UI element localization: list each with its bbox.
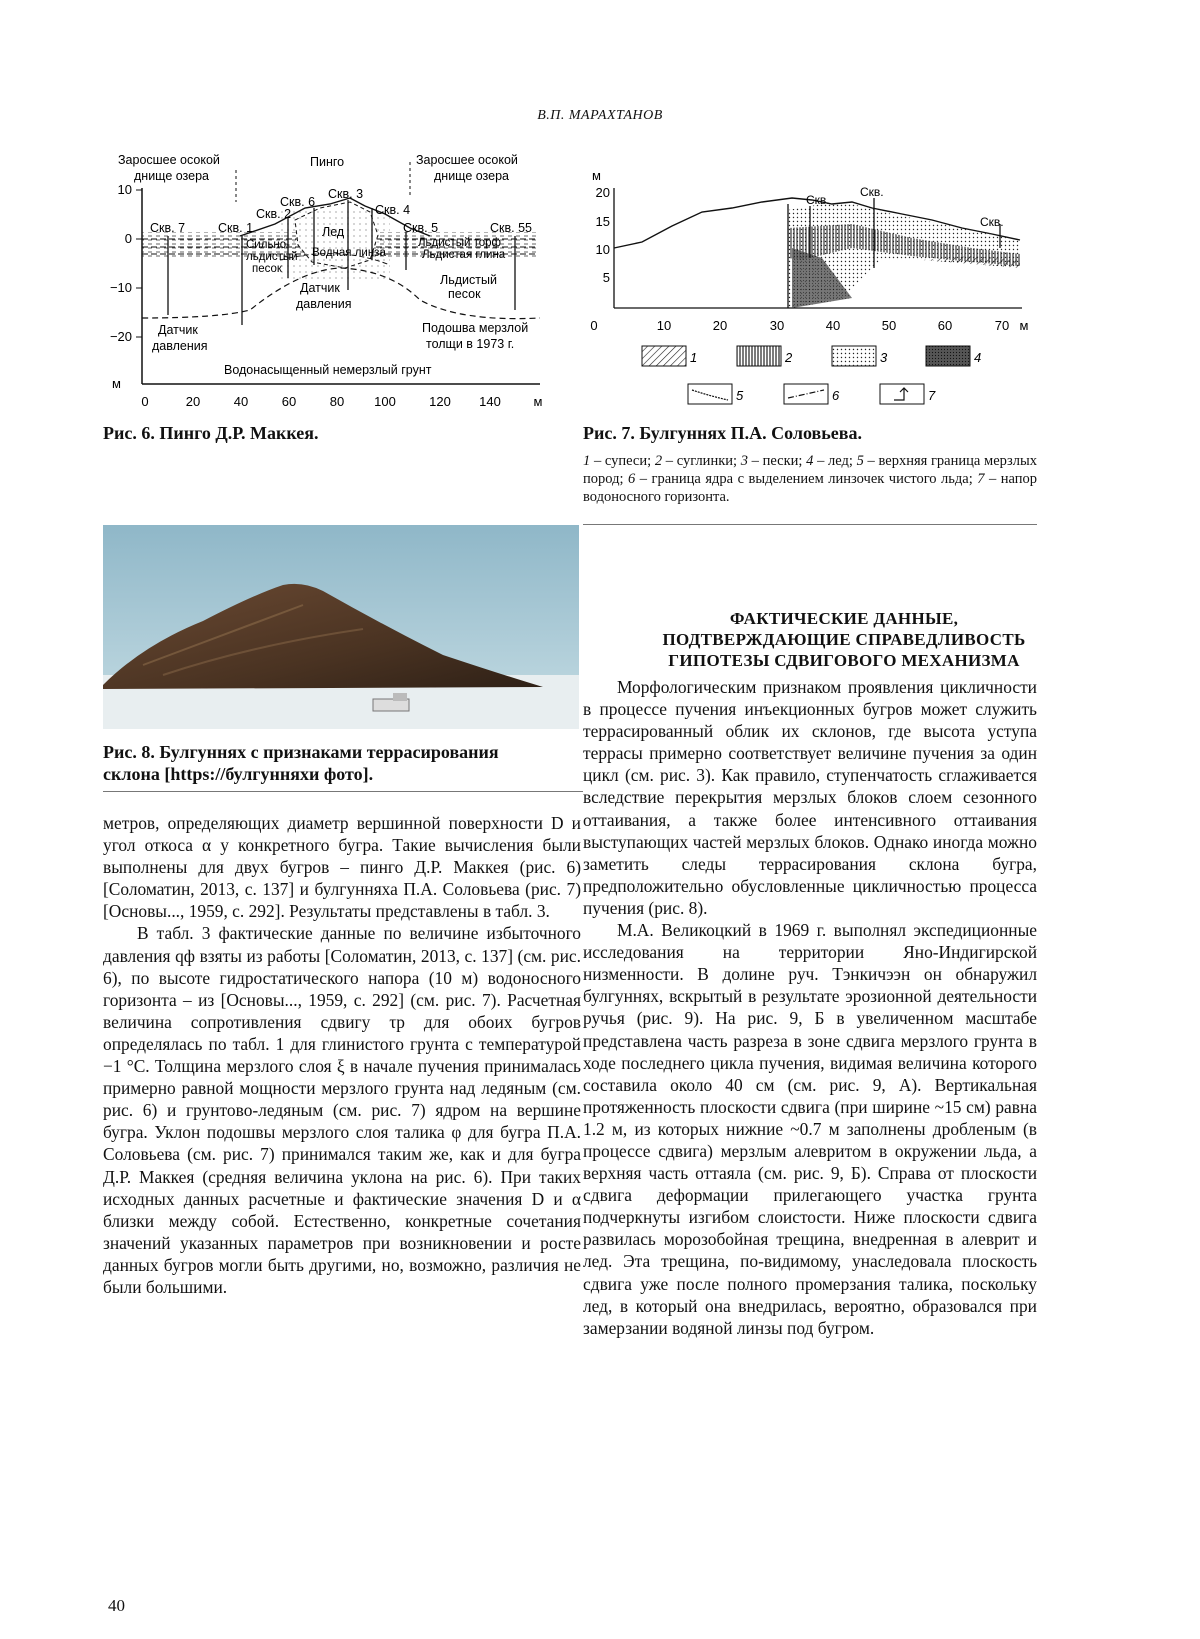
svg-text:Подошва мерзлой: Подошва мерзлой <box>422 321 529 335</box>
page-number: 40 <box>108 1596 125 1615</box>
svg-text:40: 40 <box>825 318 841 333</box>
svg-text:7: 7 <box>928 388 936 403</box>
fig6-xtick: 20 <box>185 394 201 409</box>
svg-text:10: 10 <box>595 242 610 257</box>
svg-text:Скв. 2: Скв. 2 <box>256 207 292 221</box>
svg-text:днище озера: днище озера <box>134 169 210 183</box>
fig6-xunit: м <box>533 394 543 409</box>
svg-text:Скв. 6: Скв. 6 <box>280 195 316 209</box>
svg-text:Сильно-: Сильно- <box>246 239 291 251</box>
svg-text:Датчик: Датчик <box>158 323 198 337</box>
svg-text:20: 20 <box>712 318 728 333</box>
svg-text:Скв. 5: Скв. 5 <box>403 221 439 235</box>
svg-text:Скв. 1: Скв. 1 <box>218 221 254 235</box>
svg-text:1: 1 <box>690 350 698 365</box>
svg-text:Заросшее осокой: Заросшее осокой <box>416 153 518 167</box>
svg-text:5: 5 <box>736 388 744 403</box>
svg-text:70: 70 <box>994 318 1010 333</box>
fig6-xtick: 40 <box>233 394 249 409</box>
svg-text:0: 0 <box>590 318 598 333</box>
svg-text:Заросшее осокой: Заросшее осокой <box>118 153 220 167</box>
svg-text:Льдистая глина: Льдистая глина <box>422 249 506 261</box>
svg-text:60: 60 <box>937 318 953 333</box>
fig8-caption: Рис. 8. Булгуннях с признаками террасирования склона [https://булгунняхи фото]. <box>103 742 499 784</box>
fig7-legend-text: 1 – супеси; 2 – суглинки; 3 – пески; 4 – лед; 5 – верхняя граница мерзлых пород; 6 – граница ядра с выделением линзочек чистого льда; 7 – напор водоносного горизонта. <box>583 453 1038 505</box>
svg-text:Скв. 4: Скв. 4 <box>375 203 411 217</box>
svg-text:Скв.: Скв. <box>860 185 884 199</box>
svg-text:10: 10 <box>656 318 672 333</box>
right-paragraph-1: Морфологическим признаком проявления цикличности в процессе пучения инъекционных бугров может служить террасированный облик их склонов, где высота уступа террасы примерно соответствует величине пучения за один цикл (см. рис. 3). Как правило, ступенчатость сглаживается вследствие перекрытия мерзлых блоков слоем сезонного оттаивания, а также более интенсивного оттаивания выступающих частей мерзлых блоков. Однако иногда можно заметить следы террасирования склона бугра, предположительно обусловленные цикличностью процесса пучения (рис. 8). <box>583 677 1037 918</box>
svg-text:30: 30 <box>769 318 785 333</box>
left-paragraph-2: В табл. 3 фактические данные по величине избыточного давления qф взяты из работы [Соломатин, 2013, с. 137] (см. рис. 6), по высоте гидростатического напора (10 м) водоносного горизонта – из [Основы..., 1959, с. 292] (см. рис. 7). Расчетная величина сопротивления сдвигу τр для обоих бугров определялась по табл. 1 для глинистого грунта с температурой −1 °С. Толщина мерзлого слоя ξ в начале пучения принималась примерно равной мощности мерзлого грунта над ледяным (см. рис. 6) и грунтово-ледяным (см. рис. 7) ядром на вершине бугра. Уклон подошвы мерзлого слоя талика φ для бугра П.А. Соловьева (см. рис. 7) принимался таким же, как и для бугра Д.Р. Маккея (средняя величина уклона на рис. 6). При таких исходных данных расчетные и фактические значения D и α близки между собой. Естественно, конкретные сочетания значений указанных параметров при возникновении и росте данных бугров могли быть другими, но, возможно, различия не были большими. <box>103 923 581 1297</box>
svg-text:Скв. 7: Скв. 7 <box>150 221 186 235</box>
svg-text:Водная линза: Водная линза <box>312 247 386 259</box>
svg-text:Скв. 3: Скв. 3 <box>328 187 364 201</box>
svg-text:Датчик: Датчик <box>300 281 340 295</box>
svg-text:6: 6 <box>832 388 840 403</box>
svg-text:м: м <box>592 168 601 183</box>
fig6-xtick: 120 <box>429 394 451 409</box>
svg-text:песок: песок <box>448 287 481 301</box>
fig8-rule <box>103 791 583 792</box>
fig6-caption: Рис. 6. Пинго Д.Р. Маккея. <box>103 423 319 443</box>
fig6-xtick: 100 <box>374 394 396 409</box>
svg-text:Лед: Лед <box>322 225 345 239</box>
svg-text:Скв.: Скв. <box>980 215 1004 229</box>
fig6-diagram <box>100 150 580 440</box>
fig7-caption: Рис. 7. Булгуннях П.А. Соловьева. <box>583 423 862 443</box>
svg-text:5: 5 <box>602 270 610 285</box>
svg-text:м: м <box>1019 318 1029 333</box>
fig6-xtick: 140 <box>479 394 501 409</box>
svg-text:Скв. 55: Скв. 55 <box>490 221 532 235</box>
fig6-yunit: м <box>112 376 121 391</box>
right-paragraph-2: М.А. Великоцкий в 1969 г. выполнял экспедиционные исследования на территории Яно-Индигирской низменности. В долине руч. Тэнкичээн он обнаружил булгуннях, вскрытый в результате эрозионной деятельности ручья (рис. 9). На рис. 9, Б в увеличенном масштабе представлена часть разреза в зоне сдвига мерзлого грунта в ходе последнего цикла пучения, видимая величина которого составила около 40 см (см. рис. 9, А). Вертикальная протяженность плоскости сдвига (при ширине ~15 см) равна 1.2 м, из которых нижние ~0.7 м заполнены дробленым (в процессе сдвига) мерзлым алевритом в окружении льда, а верхняя часть оттаяла (см. рис. 9, Б). Справа от плоскости сдвига деформации прилегающего участка грунта подчеркнуты изгибом слоистости. Ниже плоскости сдвига развилась морозобойная трещина, внедренная в алеврит и лед. Эта трещина, по-видимому, унаследовала плоскость сдвига уже после полного промерзания талика, поскольку лед, в который она внедрилась, вероятно, образовался при замерзании водяной линзы под бугром. <box>583 920 1037 1338</box>
svg-text:4: 4 <box>974 350 982 365</box>
right-column <box>583 676 1037 1339</box>
svg-text:давления: давления <box>152 339 208 353</box>
left-column <box>103 812 581 1298</box>
fig6-xtick: 0 <box>141 394 149 409</box>
fig6-xtick: 80 <box>329 394 345 409</box>
svg-text:Льдистый торф: Льдистый торф <box>418 237 501 249</box>
fig6-ytick: −20 <box>109 329 132 344</box>
svg-text:песок: песок <box>252 263 282 275</box>
fig6-ytick: −10 <box>109 280 132 295</box>
fig6-xtick: 60 <box>281 394 297 409</box>
svg-text:днище озера: днище озера <box>434 169 510 183</box>
svg-text:толщи в 1973 г.: толщи в 1973 г. <box>426 337 515 351</box>
svg-text:15: 15 <box>595 214 610 229</box>
running-header: В.П. МАРАХТАНОВ <box>537 108 663 123</box>
svg-text:2: 2 <box>785 350 793 365</box>
svg-text:Водонасыщенный немерзлый грунт: Водонасыщенный немерзлый грунт <box>224 363 432 377</box>
fig7-rule <box>583 524 1037 525</box>
section-title: ФАКТИЧЕСКИЕ ДАННЫЕ, ПОДТВЕРЖДАЮЩИЕ СПРАВЕДЛИВОСТЬ ГИПОТЕЗЫ СДВИГОВОГО МЕХАНИЗМА <box>662 609 1026 670</box>
svg-text:давления: давления <box>296 297 352 311</box>
fig6-ytick: 10 <box>117 182 132 197</box>
svg-text:3: 3 <box>880 350 888 365</box>
svg-text:20: 20 <box>595 185 610 200</box>
fig7-diagram <box>592 168 1092 418</box>
svg-text:Льдистый: Льдистый <box>440 273 497 287</box>
svg-text:50: 50 <box>881 318 897 333</box>
left-paragraph-1: метров, определяющих диаметр вершинной поверхности D и угол откоса α у конкретного бугра. Такие вычисления были выполнены для двух бугров – пинго Д.Р. Маккея (рис. 6) [Соломатин, 2013, с. 137] и булгунняха П.А. Соловьева (рис. 7) [Основы..., 1959, с. 292]. Результаты представлены в табл. 3. <box>103 813 581 922</box>
fig8-photo <box>103 525 579 729</box>
svg-text:Пинго: Пинго <box>310 155 345 169</box>
fig6-ytick: 0 <box>124 231 132 246</box>
svg-text:льдистый: льдистый <box>246 251 298 263</box>
svg-text:Скв.: Скв. <box>806 193 830 207</box>
